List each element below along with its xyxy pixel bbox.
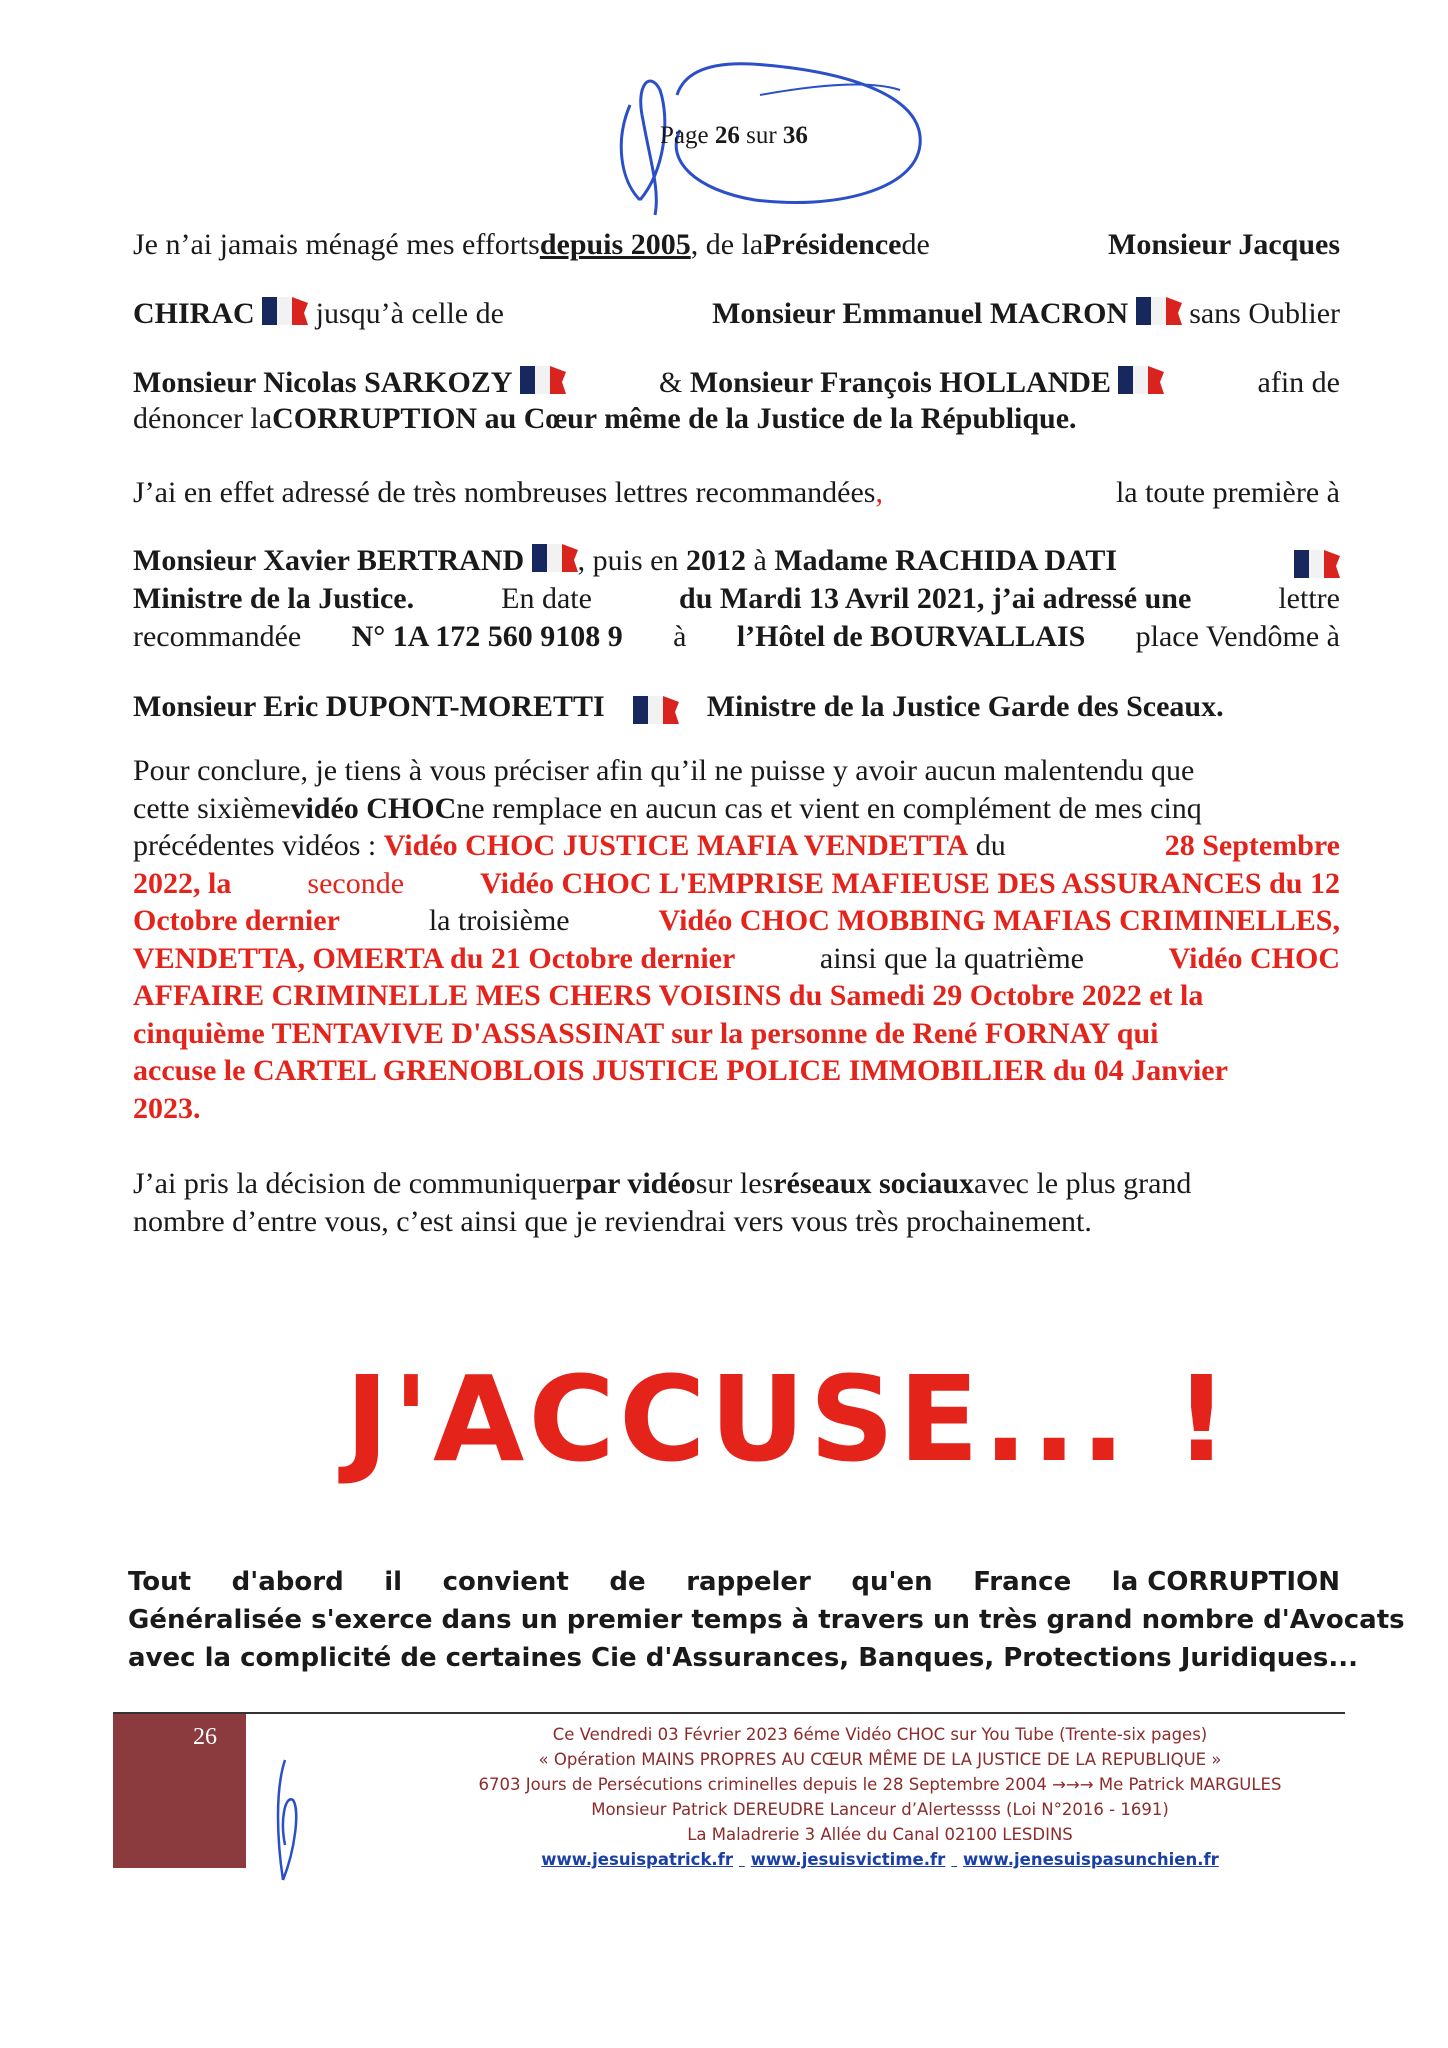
footer-page-box [113,1714,246,1868]
link-jesuispatrick[interactable]: www.jesuispatrick.fr [541,1850,733,1869]
paragraph-corruption: Tout d'abord il convient de rappeler qu'en France la CORRUPTION Généralisée s'exerce dans un premier temps à travers un très grand nombre d'Avocats avec la complicité de certaines Cie d'Assurances, Banques, Protections Juridiques... [128,1567,1405,1673]
link-jenesuispasunchien[interactable]: www.jenesuispasunchien.fr [963,1850,1219,1869]
french-flag-icon [262,293,308,325]
french-flag-icon [633,692,679,724]
paragraph-letters: J’ai en effet adressé de très nombreuses lettres recommandées, la toute première à Monsieur Xavier BERTRAND , puis en 2012 à Madame RACHIDA DATI Ministre de la Justice. En date du Mardi 13 Avril 2021, j’ai adressé une lettre recommandée N° 1A 172 560 9108 9 à l’Hôtel de BOURVALLAIS place Vendôme à Monsieur Eric DUPONT-MORETTI Ministre de la Justice Garde des Sceaux. [133,476,1340,723]
french-flag-icon [532,540,578,572]
french-flag-icon [1294,546,1340,578]
paragraph-communication: J’ai pris la décision de communiquer par vidéo sur les réseaux sociaux avec le plus grand nombre d’entre vous, c’est ainsi que je reviendrai vers vous très prochainement. [133,1167,1192,1238]
french-flag-icon [1118,362,1164,394]
footer-page-number: 26 [193,1724,217,1750]
french-flag-icon [1136,293,1182,325]
jaccuse-heading: J'ACCUSE... ! [345,1350,1233,1488]
handwritten-signature [255,1750,315,1890]
footer-contact: Ce Vendredi 03 Février 2023 6éme Vidéo CHOC sur You Tube (Trente-six pages) « Opération MAINS PROPRES AU CŒUR MÊME DE LA JUSTICE DE LA REPUBLIQUE » 6703 Jours de Persécutions criminelles depuis le 28 Septembre 2004 →→→ Me Patrick MARGULES Monsieur Patrick DEREUDRE Lanceur d’Alertessss (Loi N°2016 - 1691) La Maladrerie 3 Allée du Canal 02100 LESDINS www.jesuispatrick.fr www.jesuisvictime.fr www.jenesuispasunchien.fr [478,1725,1282,1869]
paragraph-presidents: Je n’ai jamais ménagé mes efforts depuis 2005 , de la Présidence de Monsieur Jacques CHIRAC jusqu’à celle de Monsieur Emmanuel MACRON sans Oublier Monsieur Nicolas SARKOZY & Monsieur François HOLLANDE afin de dénoncer la CORRUPTION au Cœur même de la Justice de la République. [133,228,1340,435]
footer-divider [113,1712,1345,1714]
paragraph-videos: Pour conclure, je tiens à vous préciser afin qu’il ne puisse y avoir aucun malentendu que cette sixième vidéo CHOC ne remplace en aucun cas et vient en complément de mes cinq précédentes vidéos : Vidéo CHOC JUSTICE MAFIA VENDETTA du 28 Septembre 2022, la seconde Vidéo CHOC L'EMPRISE MAFIEUSE DES ASSURANCES du 12 Octobre dernier la troisième Vidéo CHOC MOBBING MAFIAS CRIMINELLES, VENDETTA, OMERTA du 21 Octobre dernier ainsi que la quatrième Vidéo CHOC AFFAIRE CRIMINELLE MES CHERS VOISINS du Samedi 29 Octobre 2022 et la cinquième TENTAVIVE D'ASSASSINAT sur la personne de René FORNAY qui accuse le CARTEL GRENOBLOIS JUSTICE POLICE IMMOBILIER du 04 Janvier 2023. [133,754,1340,1125]
french-flag-icon [520,362,566,394]
link-jesuisvictime[interactable]: www.jesuisvictime.fr [750,1850,946,1869]
page-number-header: Page 26 sur 36 [660,122,808,149]
